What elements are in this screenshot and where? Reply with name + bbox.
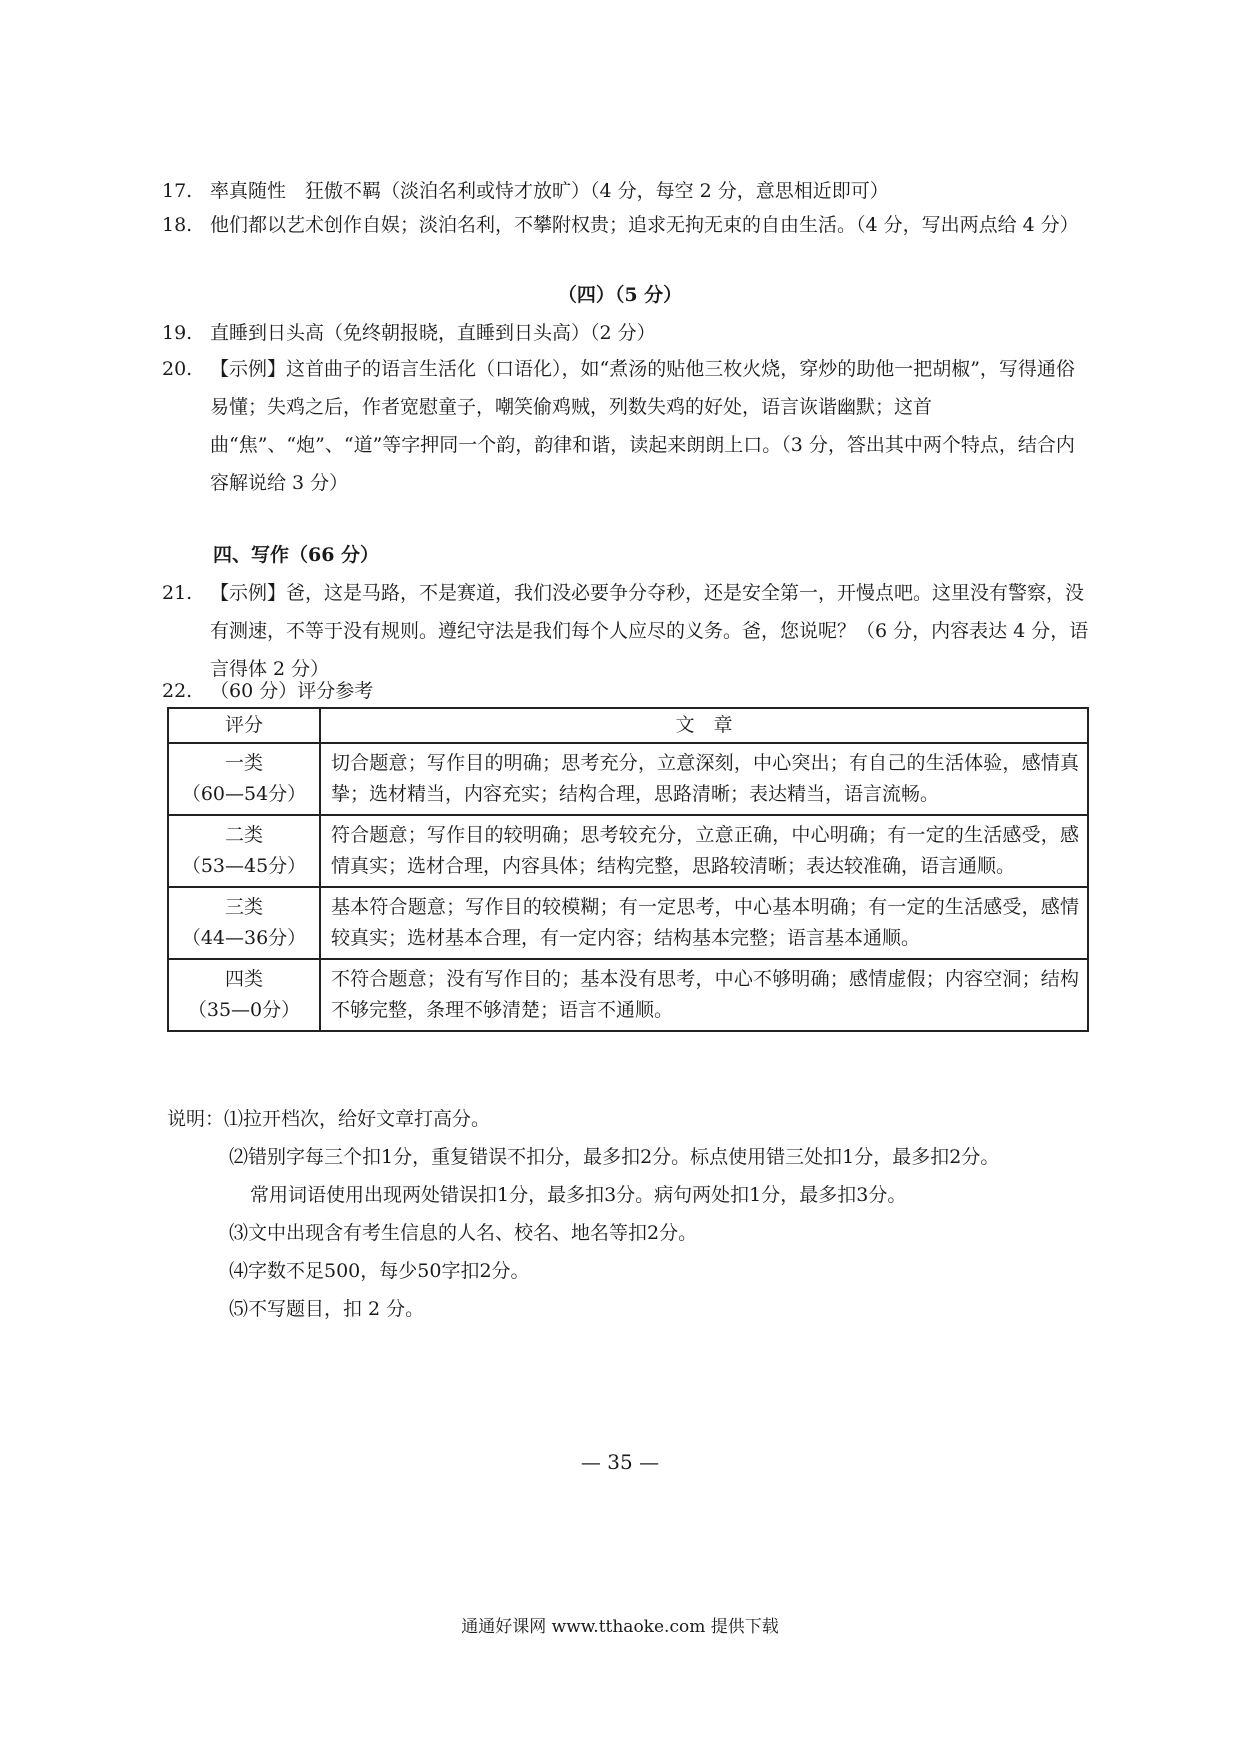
grade-description: 符合题意；写作目的较明确；思考较充分，立意正确，中心明确；有一定的生活感受，感情真实；选材合理，内容具体；结构完整，思路较清晰；表达较准确，语言通顺。 — [320, 815, 1088, 887]
answer-22 — [162, 672, 1092, 710]
grade-cell — [168, 743, 320, 815]
notes-label: 说明： — [167, 1108, 225, 1130]
answer-19 — [162, 314, 1092, 352]
grade-description: 基本符合题意；写作目的较模糊；有一定思考，中心基本明确；有一定的生活感受，感情较真实；选材基本合理，有一定内容；结构基本完整；语言基本通顺。 — [320, 887, 1088, 959]
grade-cell — [168, 887, 320, 959]
answer-text: 直睡到日头高（免终朝报晓，直睡到日头高）（2 分） — [210, 322, 656, 344]
grade-label: 四类 — [224, 968, 263, 990]
table-row — [168, 887, 1088, 959]
grade-description: 不符合题意；没有写作目的；基本没有思考，中心不够明确；感情虚假；内容空洞；结构不够完整，条理不够清楚；语言不通顺。 — [320, 959, 1088, 1031]
note-line-1: 说明：⑴拉开档次，给好文章打高分。 — [167, 1108, 491, 1130]
grade-label: 二类 — [224, 824, 263, 846]
column-header-grade: 评分 — [168, 708, 320, 743]
table-row — [168, 743, 1088, 815]
answer-text: 【示例】这首曲子的语言生活化（口语化），如“煮汤的贴他三枚火烧，穿炒的助他一把胡椒”，写得通俗易懂；失鸡之后，作者宽慰童子，嘲笑偷鸡贼，列数失鸡的好处，语言诙谐幽默；这首曲“焦”、“炮”、“道”等字押同一个韵，韵律和谐，读起来朗朗上口。（3 分，答出其中两个特点，结合内容解说给 3 分） — [210, 358, 1075, 494]
answer-number: 18. — [162, 214, 193, 236]
grade-range: （35—0分） — [187, 999, 301, 1021]
answer-text: 率真随性 狂傲不羁（淡泊名利或恃才放旷）（4 分，每空 2 分，意思相近即可） — [210, 180, 889, 202]
answer-18 — [162, 206, 1092, 244]
answer-number: 19. — [162, 322, 193, 344]
answer-number: 21. — [162, 582, 193, 604]
grade-range: （53—45分） — [181, 855, 307, 877]
grade-range: （44—36分） — [181, 927, 307, 949]
answer-text: 【示例】爸，这是马路，不是赛道，我们没必要争分夺秒，还是安全第一，开慢点吧。这里没有警察，没有测速，不等于没有规则。遵纪守法是我们每个人应尽的义务。爸，您说呢？（6 分，内容表达 4 分，语言得体 2 分） — [210, 582, 1089, 680]
grade-cell — [168, 959, 320, 1031]
note-line-3: ⑶文中出现含有考生信息的人名、校名、地名等扣2分。 — [229, 1222, 698, 1244]
grade-label: 一类 — [224, 752, 263, 774]
answer-number: 22. — [162, 680, 193, 702]
note-line-5: ⑸不写题目，扣 2 分。 — [229, 1298, 425, 1320]
scoring-notes — [167, 1100, 1097, 1328]
answer-17 — [162, 172, 1092, 210]
grade-label: 三类 — [224, 896, 263, 918]
grade-description: 切合题意；写作目的明确；思考充分，立意深刻，中心突出；有自己的生活体验，感情真挚；选材精当，内容充实；结构合理，思路清晰；表达精当，语言流畅。 — [320, 743, 1088, 815]
table-row — [168, 815, 1088, 887]
grade-cell — [168, 815, 320, 887]
answer-text: 他们都以艺术创作自娱；淡泊名利，不攀附权贵；追求无拘无束的自由生活。（4 分，写出两点给 4 分） — [210, 214, 1079, 236]
page-number: — 35 — — [580, 1450, 660, 1474]
note-line-4: ⑷字数不足500，每少50字扣2分。 — [229, 1260, 530, 1282]
part4-title: （四）（5 分） — [557, 284, 683, 306]
scoring-rubric-table — [167, 707, 1089, 1032]
writing-section-heading: 四、写作（66 分） — [213, 544, 380, 566]
note-line-2: ⑵错别字每三个扣1分，重复错误不扣分，最多扣2分。标点使用错三处扣1分，最多扣2分。 — [229, 1146, 1000, 1168]
answer-20 — [162, 350, 1092, 502]
answer-21 — [162, 574, 1092, 688]
grade-range: （60—54分） — [181, 783, 307, 805]
table-header-row — [168, 708, 1088, 743]
table-row — [168, 959, 1088, 1031]
answer-number: 20. — [162, 358, 193, 380]
answer-text: （60 分）评分参考 — [210, 680, 374, 702]
answer-number: 17. — [162, 180, 193, 202]
source-footer: 通通好课网 www.tthaoke.com 提供下载 — [461, 1617, 779, 1637]
note-line-2-continued: 常用词语使用出现两处错误扣1分，最多扣3分。病句两处扣1分，最多扣3分。 — [250, 1184, 907, 1206]
column-header-article: 文 章 — [320, 708, 1088, 743]
